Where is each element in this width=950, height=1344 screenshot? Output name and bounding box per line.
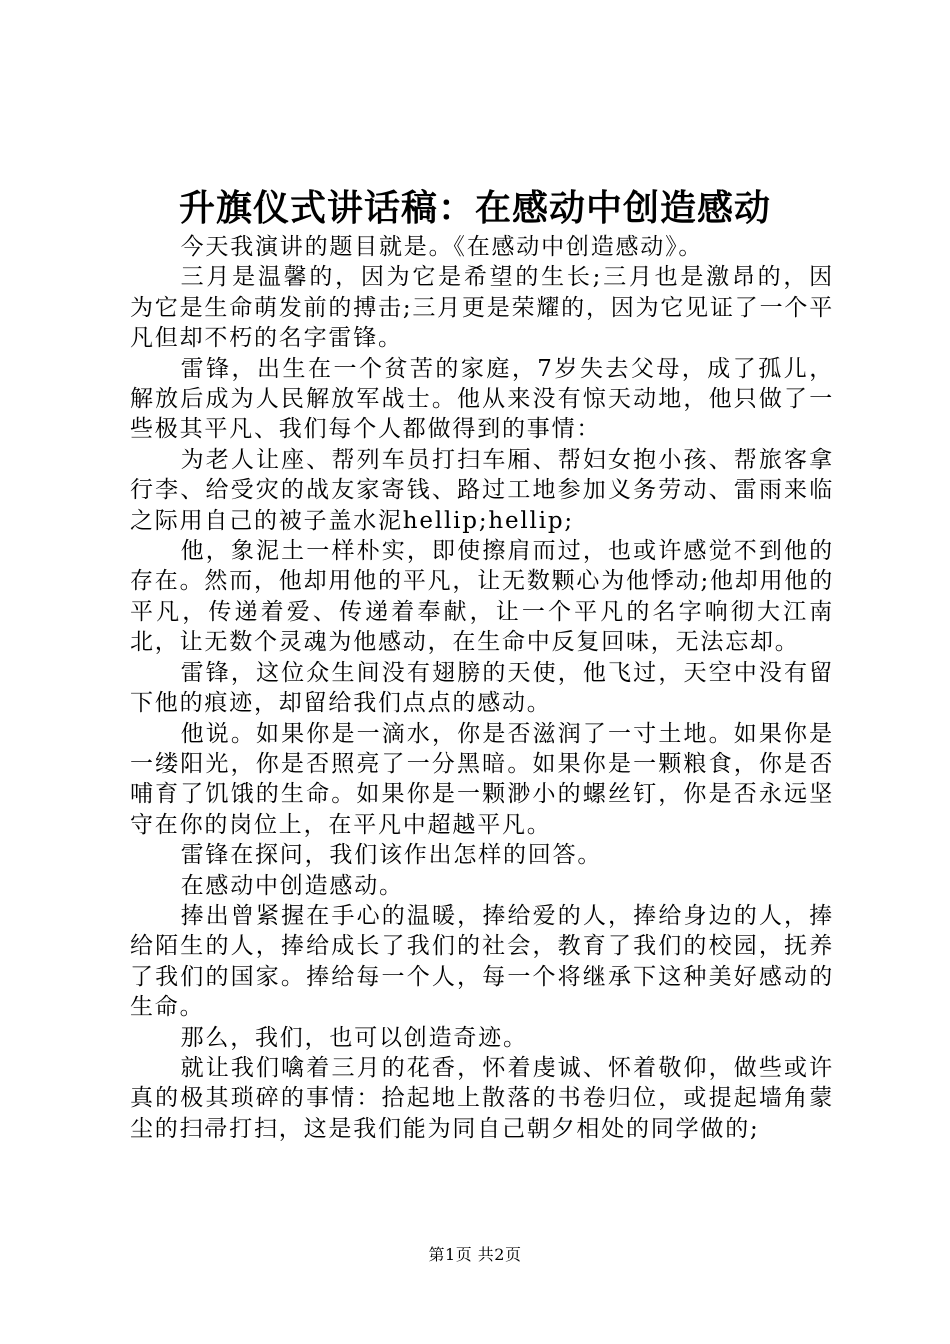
page-number-footer: 第1页 共2页 bbox=[428, 1245, 522, 1264]
paragraph: 他，象泥土一样朴实，即使擦肩而过，也或许感觉不到他的存在。然而，他却用他的平凡，让无数颗心为他悸动;他却用他的平凡，传递着爱、传递着奉献，让一个平凡的名字响彻大江南北，让无数个灵魂为他感动，在生命中反复回味，无法忘却。 bbox=[130, 538, 834, 656]
paragraph: 为老人让座、帮列车员打扫车厢、帮妇女抱小孩、帮旅客拿行李、给受灾的战友家寄钱、路过工地参加义务劳动、雷雨来临之际用自己的被子盖水泥hellip;hellip; bbox=[130, 446, 834, 534]
paragraph: 在感动中创造感动。 bbox=[180, 872, 404, 899]
paragraph: 那么，我们，也可以创造奇迹。 bbox=[180, 1024, 528, 1051]
paragraph: 雷锋，出生在一个贫苦的家庭，7岁失去父母，成了孤儿，解放后成为人民解放军战士。他从来没有惊天动地，他只做了一些极其平凡、我们每个人都做得到的事情： bbox=[130, 355, 834, 443]
paragraph: 就让我们噙着三月的花香，怀着虔诚、怀着敬仰，做些或许真的极其琐碎的事情：拾起地上散落的书卷归位，或提起墙角蒙尘的扫帚打扫，这是我们能为同自己朝夕相处的同学做的; bbox=[130, 1054, 834, 1142]
paragraph: 三月是温馨的，因为它是希望的生长;三月也是激昂的，因为它是生命萌发前的搏击;三月更是荣耀的，因为它见证了一个平凡但却不朽的名字雷锋。 bbox=[130, 264, 834, 352]
paragraph: 今天我演讲的题目就是。《在感动中创造感动》。 bbox=[180, 234, 704, 260]
paragraph: 他说。如果你是一滴水，你是否滋润了一寸土地。如果你是一缕阳光，你是否照亮了一分黑暗。如果你是一颗粮食，你是否哺育了饥饿的生命。如果你是一颗渺小的螺丝钉，你是否永远坚守在你的岗位上，在平凡中超越平凡。 bbox=[130, 720, 834, 838]
paragraph: 雷锋，这位众生间没有翅膀的天使，他飞过，天空中没有留下他的痕迹，却留给我们点点的感动。 bbox=[130, 659, 834, 717]
paragraph: 雷锋在探问，我们该作出怎样的回答。 bbox=[180, 842, 603, 869]
document-title: 升旗仪式讲话稿：在感动中创造感动 bbox=[178, 188, 771, 229]
document-body bbox=[130, 232, 834, 1144]
paragraph: 捧出曾紧握在手心的温暖，捧给爱的人，捧给身边的人，捧给陌生的人，捧给成长了我们的社会，教育了我们的校园，抚养了我们的国家。捧给每一个人，每一个将继承下这种美好感动的生命。 bbox=[130, 902, 834, 1021]
